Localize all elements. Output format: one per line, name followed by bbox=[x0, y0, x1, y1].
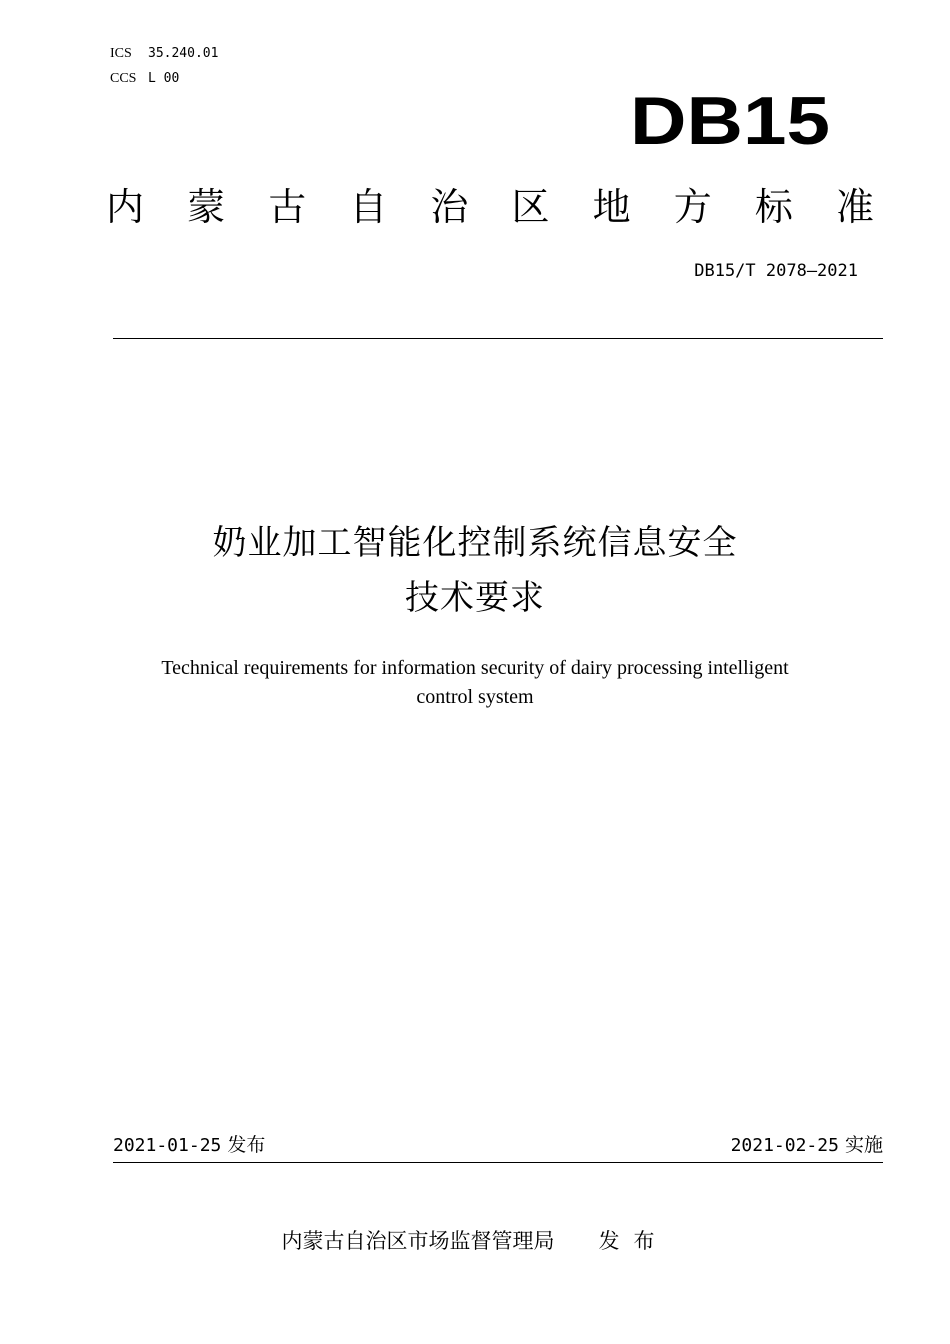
issue-date bbox=[113, 1132, 265, 1159]
standard-number: DB15/T 2078—2021 bbox=[694, 261, 858, 281]
bottom-divider bbox=[113, 1162, 883, 1163]
implement-label: 实施 bbox=[844, 1134, 883, 1156]
issue-label: 发布 bbox=[227, 1134, 266, 1156]
ccs-label: CCS bbox=[110, 71, 137, 86]
standard-type-char: 自 bbox=[349, 185, 388, 229]
standard-type-char: 古 bbox=[268, 185, 307, 229]
top-divider bbox=[113, 338, 883, 339]
ics-label: ICS bbox=[110, 46, 132, 61]
standard-type-char: 区 bbox=[511, 185, 550, 229]
standard-type-char: 地 bbox=[592, 185, 631, 229]
publisher-line bbox=[0, 1227, 950, 1255]
standard-type-char: 治 bbox=[430, 185, 469, 229]
ics-code bbox=[110, 46, 218, 62]
standard-type-char: 准 bbox=[835, 185, 874, 229]
title-en-line1: Technical requirements for information security of dairy processing intelligent bbox=[161, 657, 789, 679]
db15-logo bbox=[628, 84, 833, 154]
implement-date-value: 2021-02-25 bbox=[730, 1135, 839, 1156]
publisher-verb: 发布 bbox=[598, 1229, 669, 1253]
standard-type-char: 内 bbox=[105, 185, 144, 229]
standard-type-heading bbox=[100, 182, 880, 232]
publisher-org: 内蒙古自治区市场监督管理局 bbox=[281, 1229, 555, 1253]
issue-date-value: 2021-01-25 bbox=[113, 1135, 222, 1156]
standard-type-char: 方 bbox=[673, 185, 712, 229]
ics-value: 35.240.01 bbox=[148, 46, 219, 61]
implement-date bbox=[731, 1132, 883, 1159]
svg-text:DB15: DB15 bbox=[630, 84, 830, 154]
title-en-line2: control system bbox=[416, 686, 534, 708]
ccs-value: L 00 bbox=[148, 71, 180, 86]
ccs-code bbox=[110, 71, 179, 87]
title-cn-line2: 技术要求 bbox=[405, 578, 545, 618]
standard-type-char: 标 bbox=[754, 185, 793, 229]
standard-type-char: 蒙 bbox=[187, 185, 226, 229]
date-row bbox=[113, 1132, 883, 1159]
title-cn-line1: 奶业加工智能化控制系统信息安全 bbox=[212, 523, 738, 563]
